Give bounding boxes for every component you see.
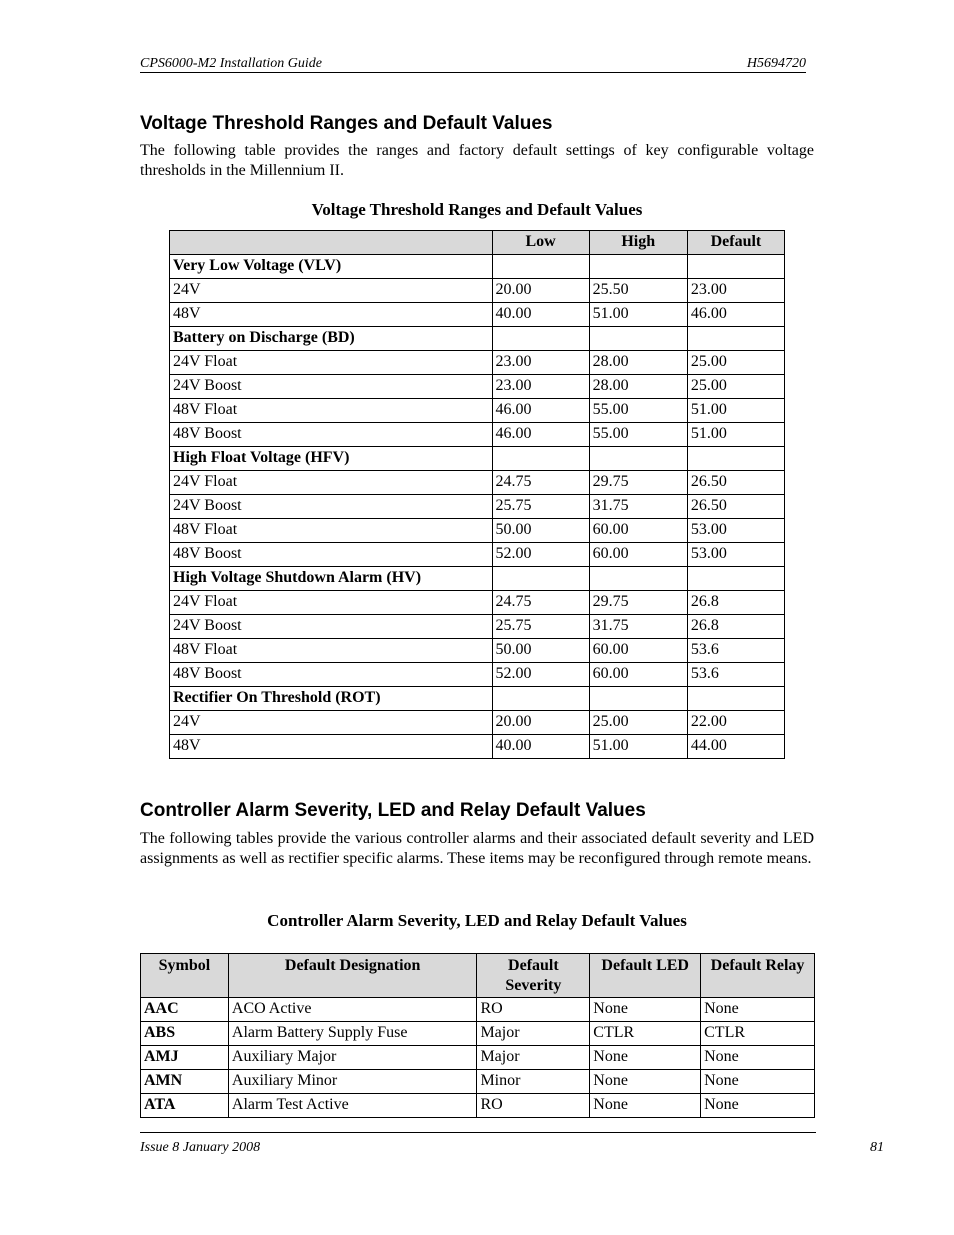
table-cell: High Voltage Shutdown Alarm (HV) xyxy=(170,567,493,591)
table-cell: 51.00 xyxy=(687,423,784,447)
table-cell: None xyxy=(701,998,815,1022)
table-cell: 24V xyxy=(170,279,493,303)
column-header: Low xyxy=(492,231,589,255)
table-cell: ATA xyxy=(141,1094,229,1118)
table-cell: None xyxy=(701,1046,815,1070)
column-header xyxy=(170,231,493,255)
table-cell: 24V Boost xyxy=(170,375,493,399)
table-cell xyxy=(687,687,784,711)
table-cell: 60.00 xyxy=(589,519,687,543)
table-cell: None xyxy=(590,1070,701,1094)
table-cell: 46.00 xyxy=(492,399,589,423)
table-cell: 28.00 xyxy=(589,351,687,375)
table-cell xyxy=(589,447,687,471)
table-row xyxy=(170,615,785,639)
table-row xyxy=(170,279,785,303)
table-cell: Auxiliary Minor xyxy=(228,1070,477,1094)
table-row xyxy=(170,735,785,759)
table-row xyxy=(170,375,785,399)
table-cell: None xyxy=(701,1094,815,1118)
table-cell xyxy=(492,687,589,711)
table-row xyxy=(141,1094,815,1118)
table-cell: 46.00 xyxy=(687,303,784,327)
table-header-row xyxy=(170,231,785,255)
column-header: Default Designation xyxy=(228,954,477,998)
section1-paragraph: The following table provides the ranges and factory default settings of key configurable voltage thresholds in the Millennium II. xyxy=(140,142,814,179)
table-cell: 25.75 xyxy=(492,495,589,519)
table-cell: 48V xyxy=(170,735,493,759)
section1-heading: Voltage Threshold Ranges and Default Values xyxy=(140,113,553,134)
table-cell: 48V Boost xyxy=(170,423,493,447)
table-row xyxy=(170,399,785,423)
table-cell: 60.00 xyxy=(589,639,687,663)
table-cell: Minor xyxy=(477,1070,590,1094)
table-cell xyxy=(492,567,589,591)
table-cell: 40.00 xyxy=(492,735,589,759)
table1-caption: Voltage Threshold Ranges and Default Values xyxy=(311,200,643,219)
table-cell: 48V Boost xyxy=(170,663,493,687)
table-cell: AMN xyxy=(141,1070,229,1094)
table-cell: 29.75 xyxy=(589,471,687,495)
table-cell: 51.00 xyxy=(589,735,687,759)
table-cell: 24.75 xyxy=(492,591,589,615)
table-cell: Alarm Battery Supply Fuse xyxy=(228,1022,477,1046)
table-cell: 20.00 xyxy=(492,711,589,735)
table-row xyxy=(170,639,785,663)
section2-paragraph: The following tables provide the various controller alarms and their associated default severity and LED assignments as well as rectifier specific alarms. These items may be reconfigured through remote means. xyxy=(140,830,814,867)
table-row xyxy=(170,303,785,327)
table-cell: Battery on Discharge (BD) xyxy=(170,327,493,351)
column-header: Symbol xyxy=(141,954,229,998)
table-row xyxy=(170,519,785,543)
table-row xyxy=(170,543,785,567)
table-row xyxy=(170,327,785,351)
table-cell: 46.00 xyxy=(492,423,589,447)
table-cell xyxy=(687,567,784,591)
table2-caption: Controller Alarm Severity, LED and Relay Default Values xyxy=(267,911,687,930)
column-header: Default Relay xyxy=(701,954,815,998)
table-row xyxy=(170,567,785,591)
table-cell xyxy=(492,327,589,351)
table-cell: 25.00 xyxy=(687,375,784,399)
table-cell xyxy=(687,327,784,351)
table-cell: 53.6 xyxy=(687,639,784,663)
table-cell: Alarm Test Active xyxy=(228,1094,477,1118)
table-cell xyxy=(589,255,687,279)
column-header: Default LED xyxy=(590,954,701,998)
column-header: Default Severity xyxy=(477,954,590,998)
table-cell: 24V Boost xyxy=(170,495,493,519)
table-row xyxy=(141,998,815,1022)
table-cell: 48V Float xyxy=(170,639,493,663)
table-cell: 23.00 xyxy=(492,375,589,399)
table-cell: None xyxy=(590,998,701,1022)
table-cell: 25.75 xyxy=(492,615,589,639)
table-cell xyxy=(589,567,687,591)
table-row xyxy=(170,351,785,375)
table-cell xyxy=(492,255,589,279)
table-cell: 23.00 xyxy=(492,351,589,375)
table-cell: Major xyxy=(477,1022,590,1046)
table-cell: AMJ xyxy=(141,1046,229,1070)
table-cell xyxy=(687,447,784,471)
table-cell: 48V Float xyxy=(170,399,493,423)
table-cell: 55.00 xyxy=(589,423,687,447)
page-header xyxy=(140,56,806,73)
table-cell: 26.50 xyxy=(687,471,784,495)
table-cell: 53.6 xyxy=(687,663,784,687)
table-cell: 55.00 xyxy=(589,399,687,423)
table-cell: High Float Voltage (HFV) xyxy=(170,447,493,471)
table-cell: 51.00 xyxy=(589,303,687,327)
table-cell: 52.00 xyxy=(492,543,589,567)
table-cell: 22.00 xyxy=(687,711,784,735)
table-row xyxy=(170,591,785,615)
table-cell: 31.75 xyxy=(589,495,687,519)
table-cell xyxy=(687,255,784,279)
table-cell: 48V Boost xyxy=(170,543,493,567)
page-number: 81 xyxy=(870,1140,884,1155)
voltage-threshold-table xyxy=(169,230,785,759)
table-cell: 25.00 xyxy=(687,351,784,375)
table-cell: 24V Boost xyxy=(170,615,493,639)
page-footer xyxy=(140,1132,884,1155)
table-cell: 53.00 xyxy=(687,519,784,543)
table-cell: 24V Float xyxy=(170,591,493,615)
table-cell xyxy=(589,327,687,351)
table-cell: ACO Active xyxy=(228,998,477,1022)
section2-heading: Controller Alarm Severity, LED and Relay Default Values xyxy=(140,800,646,821)
table-cell: 23.00 xyxy=(687,279,784,303)
footer-issue: Issue 8 January 2008 xyxy=(140,1140,261,1155)
table-cell: 24.75 xyxy=(492,471,589,495)
table-cell: None xyxy=(701,1070,815,1094)
table-header-row xyxy=(141,954,815,998)
table-cell: CTLR xyxy=(701,1022,815,1046)
table-row xyxy=(170,423,785,447)
table-row xyxy=(141,1070,815,1094)
table-cell: 31.75 xyxy=(589,615,687,639)
table-cell: RO xyxy=(477,1094,590,1118)
column-header: High xyxy=(589,231,687,255)
table-cell xyxy=(492,447,589,471)
table-row xyxy=(170,687,785,711)
controller-alarm-table xyxy=(140,953,815,1118)
table-cell: 24V xyxy=(170,711,493,735)
header-title: CPS6000-M2 Installation Guide xyxy=(140,56,322,71)
table-cell: 51.00 xyxy=(687,399,784,423)
table-cell: 28.00 xyxy=(589,375,687,399)
table-cell: 44.00 xyxy=(687,735,784,759)
table-cell: 60.00 xyxy=(589,663,687,687)
table-cell: 26.8 xyxy=(687,615,784,639)
table-cell: 40.00 xyxy=(492,303,589,327)
table-cell: None xyxy=(590,1046,701,1070)
table-row xyxy=(170,471,785,495)
table-cell xyxy=(589,687,687,711)
table-cell: 25.00 xyxy=(589,711,687,735)
table-cell: Rectifier On Threshold (ROT) xyxy=(170,687,493,711)
table-cell: None xyxy=(590,1094,701,1118)
table-cell: Very Low Voltage (VLV) xyxy=(170,255,493,279)
table-cell: 53.00 xyxy=(687,543,784,567)
table-row xyxy=(170,255,785,279)
header-doc-number: H5694720 xyxy=(746,56,806,71)
table-cell: 25.50 xyxy=(589,279,687,303)
table-cell: 60.00 xyxy=(589,543,687,567)
table-row xyxy=(170,663,785,687)
table-cell: ABS xyxy=(141,1022,229,1046)
table-cell: 50.00 xyxy=(492,639,589,663)
table-cell: AAC xyxy=(141,998,229,1022)
table-cell: 20.00 xyxy=(492,279,589,303)
table-cell: 52.00 xyxy=(492,663,589,687)
table-cell: 24V Float xyxy=(170,351,493,375)
table-cell: 26.50 xyxy=(687,495,784,519)
table-cell: 24V Float xyxy=(170,471,493,495)
table-cell: CTLR xyxy=(590,1022,701,1046)
table-cell: Auxiliary Major xyxy=(228,1046,477,1070)
table-cell: 50.00 xyxy=(492,519,589,543)
table-cell: 29.75 xyxy=(589,591,687,615)
table-row xyxy=(141,1046,815,1070)
table-row xyxy=(141,1022,815,1046)
table-row xyxy=(170,447,785,471)
table-cell: 48V Float xyxy=(170,519,493,543)
table-cell: 48V xyxy=(170,303,493,327)
table-cell: Major xyxy=(477,1046,590,1070)
table-row xyxy=(170,495,785,519)
table-cell: RO xyxy=(477,998,590,1022)
table-row xyxy=(170,711,785,735)
column-header: Default xyxy=(687,231,784,255)
table-cell: 26.8 xyxy=(687,591,784,615)
